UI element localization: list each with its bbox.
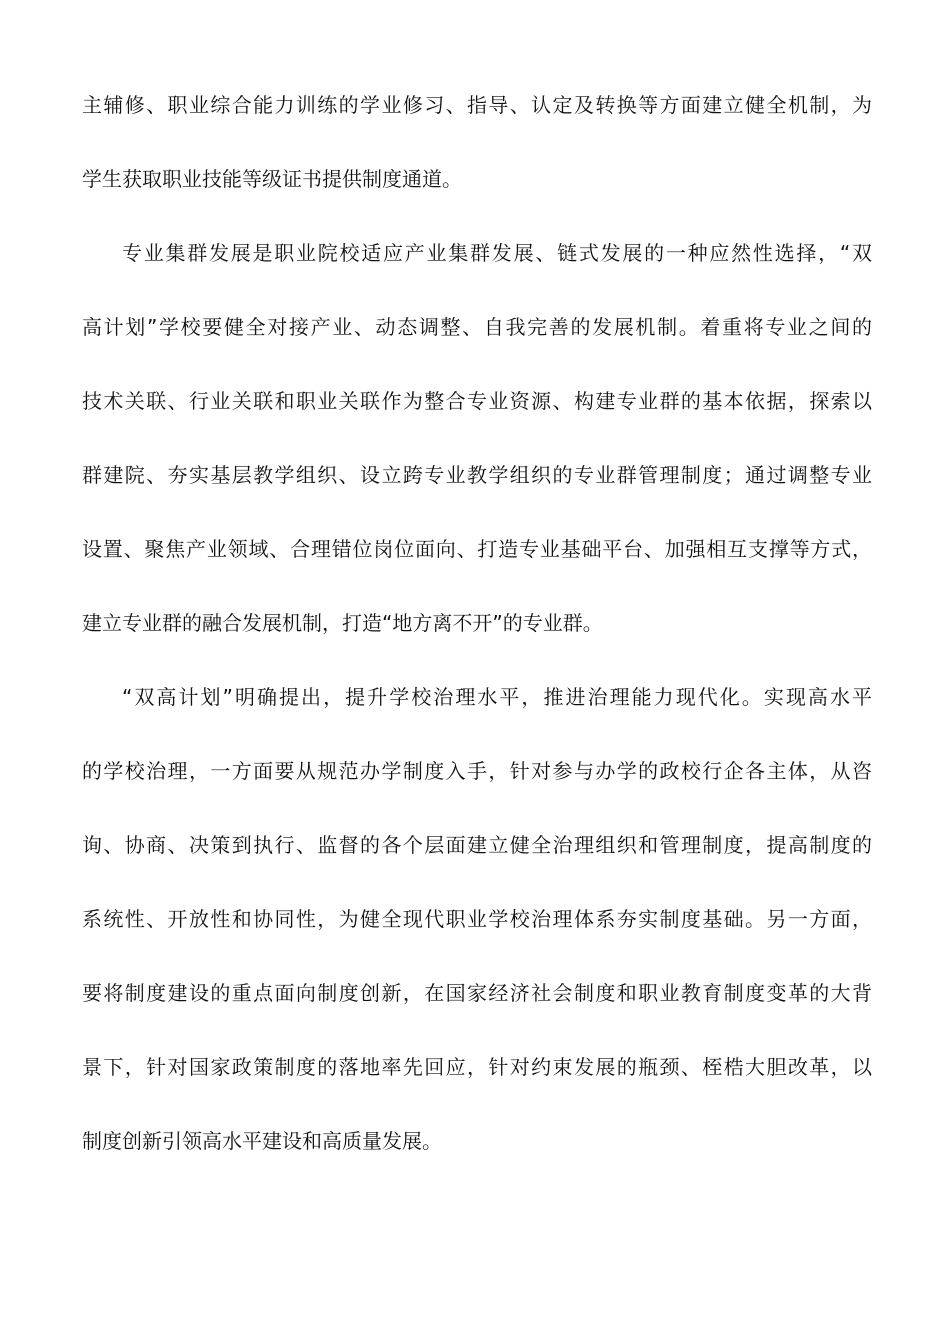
paragraph-2	[82, 233, 872, 677]
text-line: 设置、聚焦产业领域、合理错位岗位面向、打造专业基础平台、加强相互支撑等方式，	[82, 537, 872, 561]
text-line: 询、协商、决策到执行、监督的各个层面建立健全治理组织和管理制度，提高制度的	[82, 833, 872, 857]
text-line: 高计划”学校要健全对接产业、动态调整、自我完善的发展机制。着重将专业之间的	[82, 315, 872, 339]
document-page	[82, 85, 872, 1195]
paragraph-1	[82, 85, 872, 233]
paragraph-3	[82, 677, 872, 1195]
text-line: 的学校治理，一方面要从规范办学制度入手，针对参与办学的政校行企各主体，从咨	[82, 759, 872, 783]
text-line: 主辅修、职业综合能力训练的学业修习、指导、认定及转换等方面建立健全机制，为	[82, 93, 872, 117]
text-line: 系统性、开放性和协同性，为健全现代职业学校治理体系夯实制度基础。另一方面，	[82, 907, 872, 931]
text-line: 群建院、夯实基层教学组织、设立跨专业教学组织的专业群管理制度；通过调整专业	[82, 463, 872, 487]
text-line: 景下，针对国家政策制度的落地率先回应，针对约束发展的瓶颈、桎梏大胆改革，以	[82, 1055, 872, 1079]
text-line: 建立专业群的融合发展机制，打造“地方离不开”的专业群。	[82, 611, 603, 635]
text-line: 学生获取职业技能等级证书提供制度通道。	[82, 167, 462, 191]
text-line: 制度创新引领高水平建设和高质量发展。	[82, 1129, 442, 1153]
text-line: 专业集群发展是职业院校适应产业集群发展、链式发展的一种应然性选择，“双	[122, 241, 872, 265]
text-line: 技术关联、行业关联和职业关联作为整合专业资源、构建专业群的基本依据，探索以	[82, 389, 872, 413]
text-line: “双高计划”明确提出，提升学校治理水平，推进治理能力现代化。实现高水平	[122, 685, 872, 709]
text-line: 要将制度建设的重点面向制度创新，在国家经济社会制度和职业教育制度变革的大背	[82, 981, 872, 1005]
